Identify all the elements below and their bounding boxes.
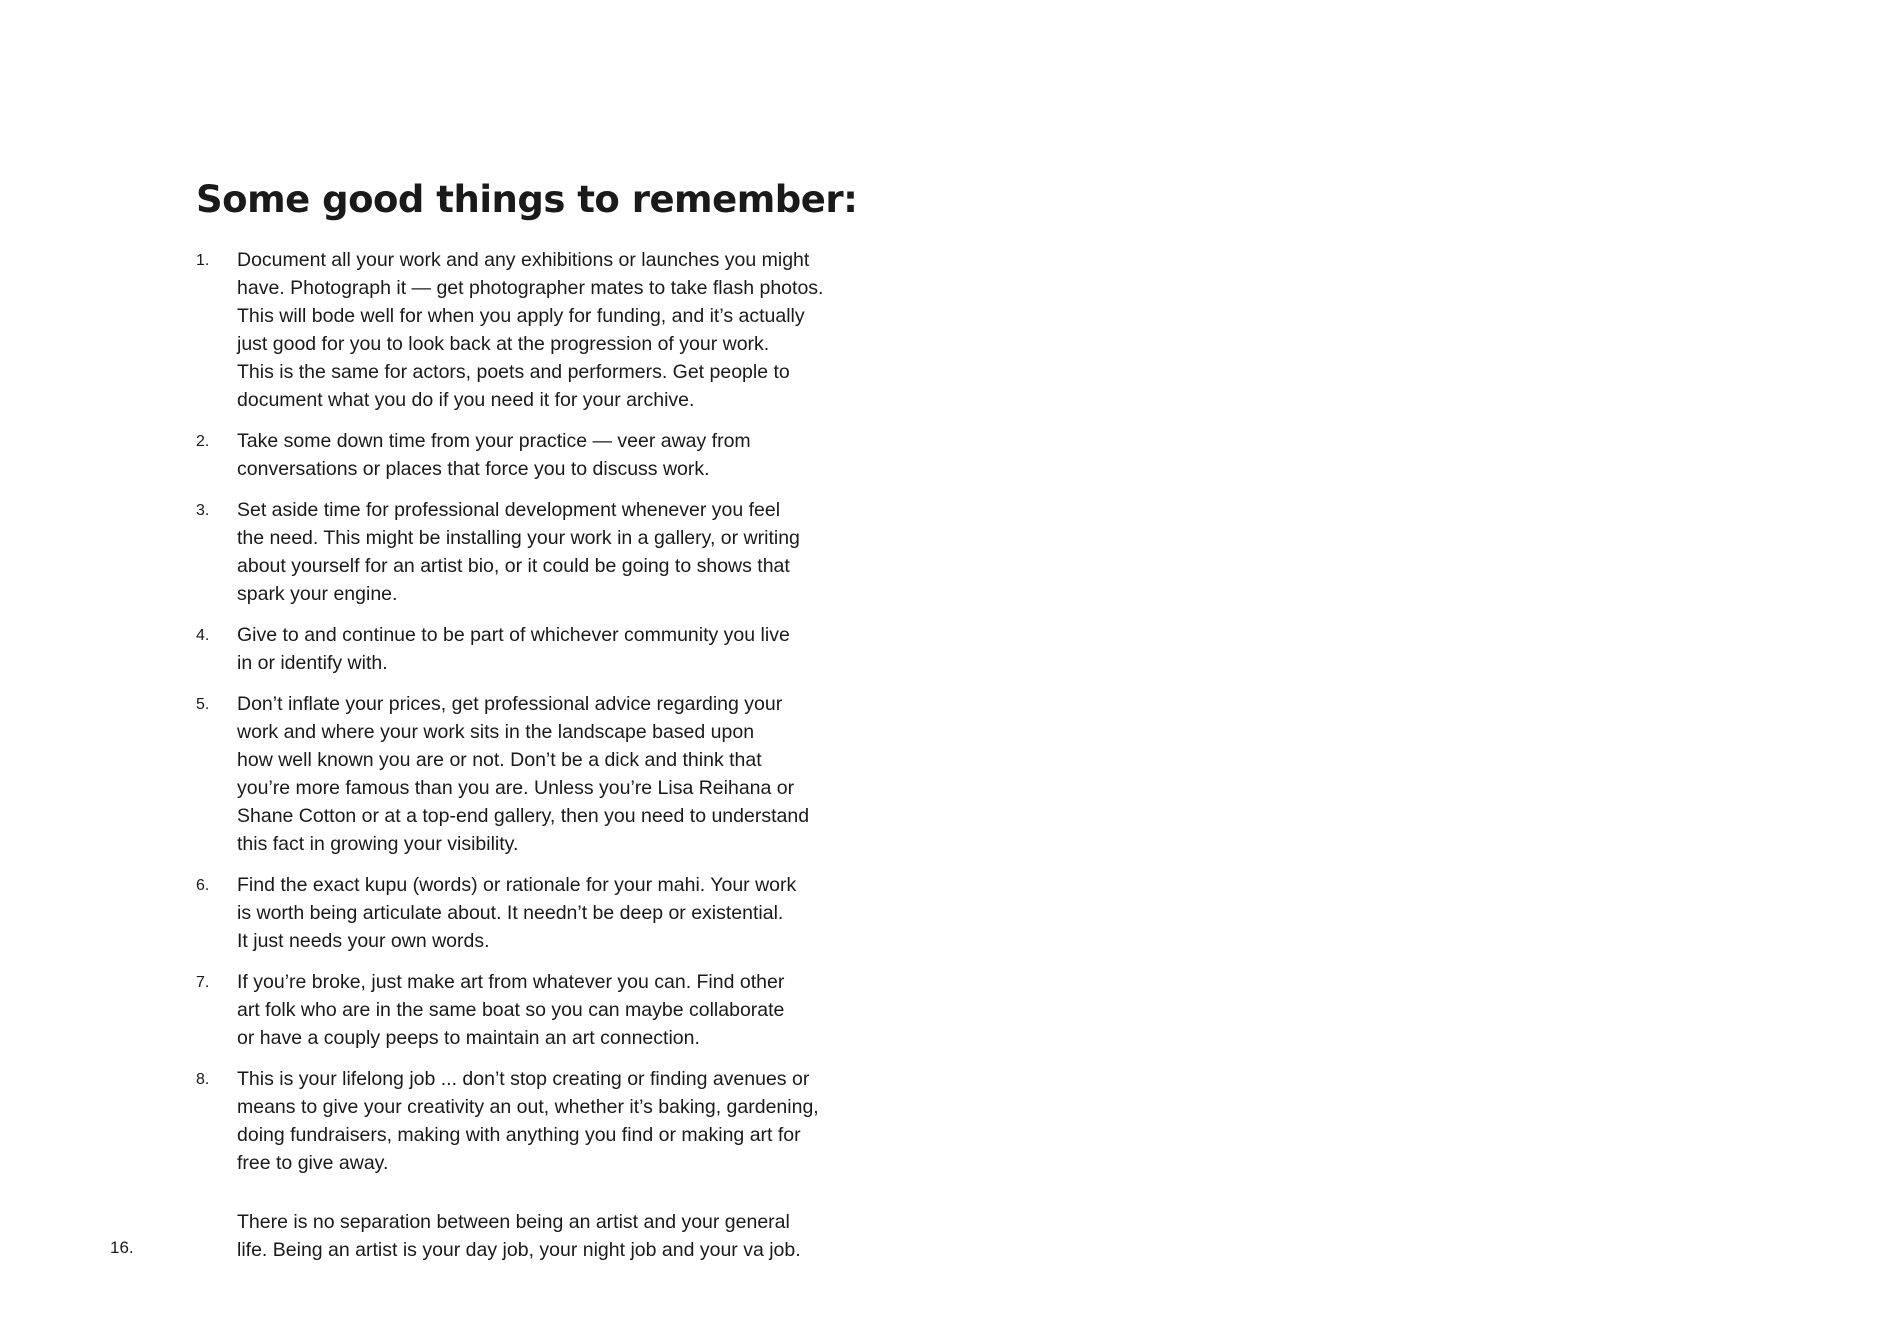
list-item-number: 5. [196, 696, 210, 713]
remember-list [196, 246, 856, 1190]
list-item [196, 690, 856, 858]
list-item [196, 496, 856, 608]
list-item [196, 871, 856, 955]
list-item-number: 3. [196, 502, 210, 519]
list-item-text: This is your lifelong job ... don’t stop creating or finding avenues or means to give your creativity an out, whether it’s baking, gardening, doing fundraisers, making with anything you find or making art for free to give away. [237, 1068, 819, 1174]
list-item-number: 7. [196, 974, 210, 991]
list-item-text: Take some down time from your practice — veer away from conversations or places that force you to discuss work. [237, 430, 751, 480]
list-item [196, 246, 856, 414]
list-item-number: 2. [196, 433, 210, 450]
list-item [196, 427, 856, 483]
list-item [196, 1065, 856, 1177]
list-item-text: Give to and continue to be part of whichever community you live in or identify with. [237, 624, 790, 674]
list-item [196, 621, 856, 677]
list-item-number: 1. [196, 252, 210, 269]
list-item-text: Find the exact kupu (words) or rationale for your mahi. Your work is worth being articulate about. It needn’t be deep or existential. It just needs your own words. [237, 874, 797, 952]
page-number: 16. [110, 1238, 134, 1257]
list-item-text: Don’t inflate your prices, get professional advice regarding your work and where your work sits in the landscape based upon how well known you are or not. Don’t be a dick and think that you’re more famous than you are. Unless you’re Lisa Reihana or Shane Cotton or at a top-end gallery, then you need to understand this fact in growing your visibility. [237, 693, 810, 855]
list-item-text: Set aside time for professional development whenever you feel the need. This might be installing your work in a gallery, or writing about yourself for an artist bio, or it could be going to shows that spark your engine. [237, 499, 800, 605]
list-item-number: 6. [196, 877, 210, 894]
list-item-number: 8. [196, 1071, 210, 1088]
page-title: Some good things to remember: [196, 178, 858, 221]
list-item-text: If you’re broke, just make art from whatever you can. Find other art folk who are in the same boat so you can maybe collaborate or have a couply peeps to maintain an art connection. [237, 971, 785, 1049]
list-item-text: Document all your work and any exhibitions or launches you might have. Photograph it — get photographer mates to take flash photos. This will bode well for when you apply for funding, and it’s actually just good for you to look back at the progression of your work. This is the same for actors, poets and performers. Get people to document what you do if you need it for your archive. [237, 249, 824, 411]
closing-paragraph: There is no separation between being an artist and your general life. Being an artist is your day job, your night job and your va job. [237, 1211, 801, 1261]
list-item-number: 4. [196, 627, 210, 644]
list-item [196, 968, 856, 1052]
